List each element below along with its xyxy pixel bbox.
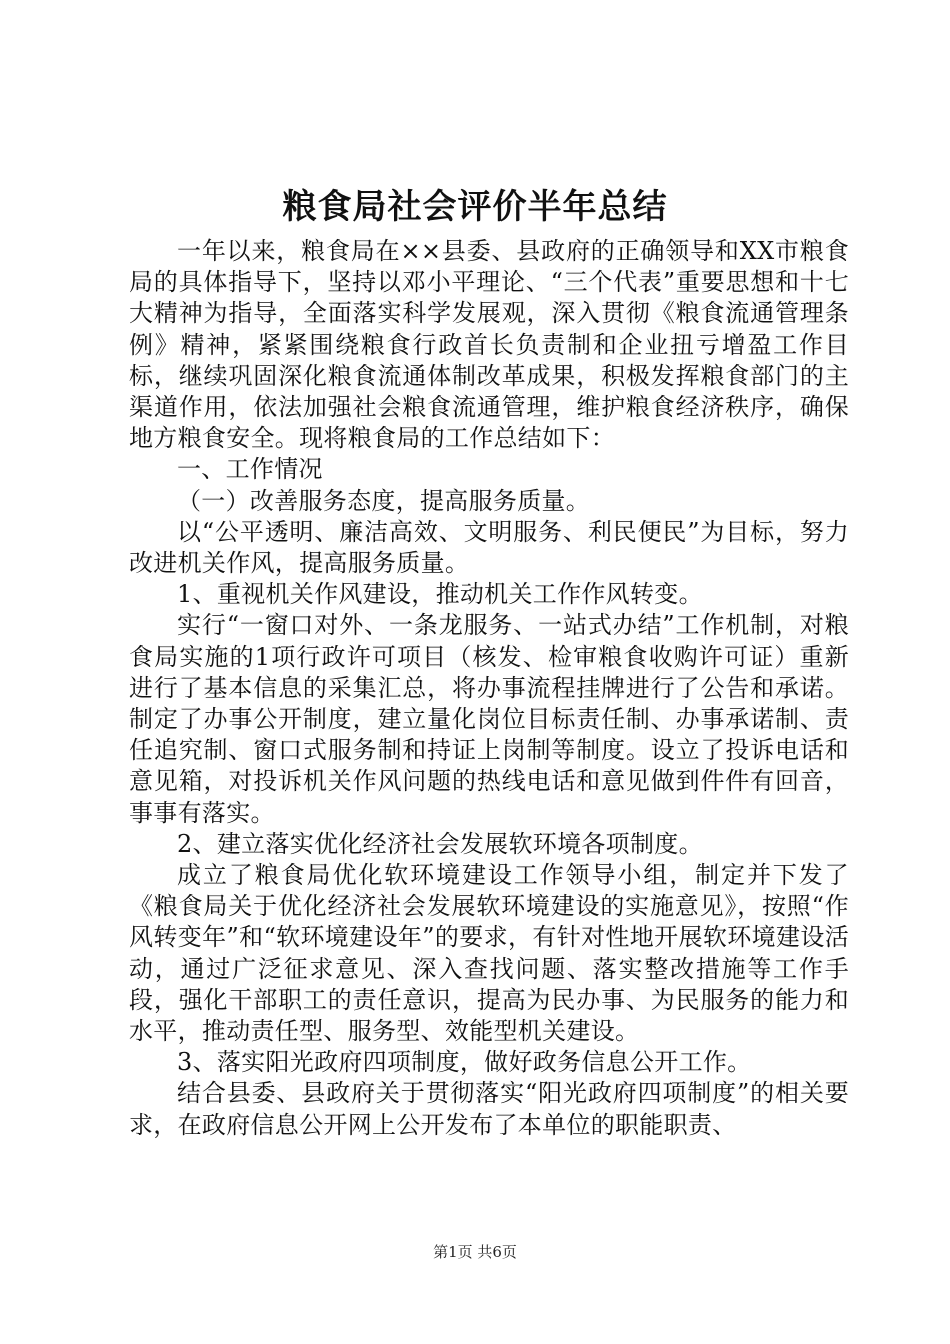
paragraph: 实行“一窗口对外、一条龙服务、一站式办结”工作机制，对粮食局实施的1项行政许可项目（核发、检审粮食收购许可证）重新进行了基本信息的采集汇总，将办事流程挂牌进行了公告和承诺。制定了办事公开制度，建立量化岗位目标责任制、办事承诺制、责任追究制、窗口式服务制和持证上岗制等制度。设立了投诉电话和意见箱，对投诉机关作风问题的热线电话和意见做到件件有回音，事事有落实。 [129,611,849,827]
paragraph: 以“公平透明、廉洁高效、文明服务、利民便民”为目标，努力改进机关作风，提高服务质量。 [129,517,849,578]
item-heading: 1、重视机关作风建设，推动机关工作作风转变。 [177,580,703,609]
document-body [129,236,849,1141]
paragraph: 结合县委、县政府关于贯彻落实“阳光政府四项制度”的相关要求，在政府信息公开网上公开发布了本单位的职能职责、 [129,1079,849,1139]
section-heading: 一、工作情况 [177,455,323,484]
item-heading: 2、建立落实优化经济社会发展软环境各项制度。 [177,829,703,858]
page-number-footer: 第1页 共6页 [433,1243,517,1261]
paragraph: 一年以来，粮食局在××县委、县政府的正确领导和XX市粮食局的具体指导下，坚持以邓小平理论、“三个代表”重要思想和十七大精神为指导，全面落实科学发展观，深入贯彻《粮食流通管理条例》精神，紧紧围绕粮食行政首长负责制和企业扭亏增盈工作目标，继续巩固深化粮食流通体制改革成果，积极发挥粮食部门的主渠道作用，依法加强社会粮食流通管理，维护粮食经济秩序，确保地方粮食安全。现将粮食局的工作总结如下： [129,237,849,453]
document-title: 粮食局社会评价半年总结 [282,187,668,227]
paragraph: 成立了粮食局优化软环境建设工作领导小组，制定并下发了《粮食局关于优化经济社会发展软环境建设的实施意见》，按照“作风转变年”和“软环境建设年”的要求，有针对性地开展软环境建设活动，通过广泛征求意见、深入查找问题、落实整改措施等工作手段，强化干部职工的责任意识，提高为民办事、为民服务的能力和水平，推动责任型、服务型、效能型机关建设。 [129,861,849,1046]
item-heading: 3、落实阳光政府四项制度，做好政务信息公开工作。 [177,1048,752,1077]
subsection-heading: （一）改善服务态度，提高服务质量。 [177,486,591,515]
